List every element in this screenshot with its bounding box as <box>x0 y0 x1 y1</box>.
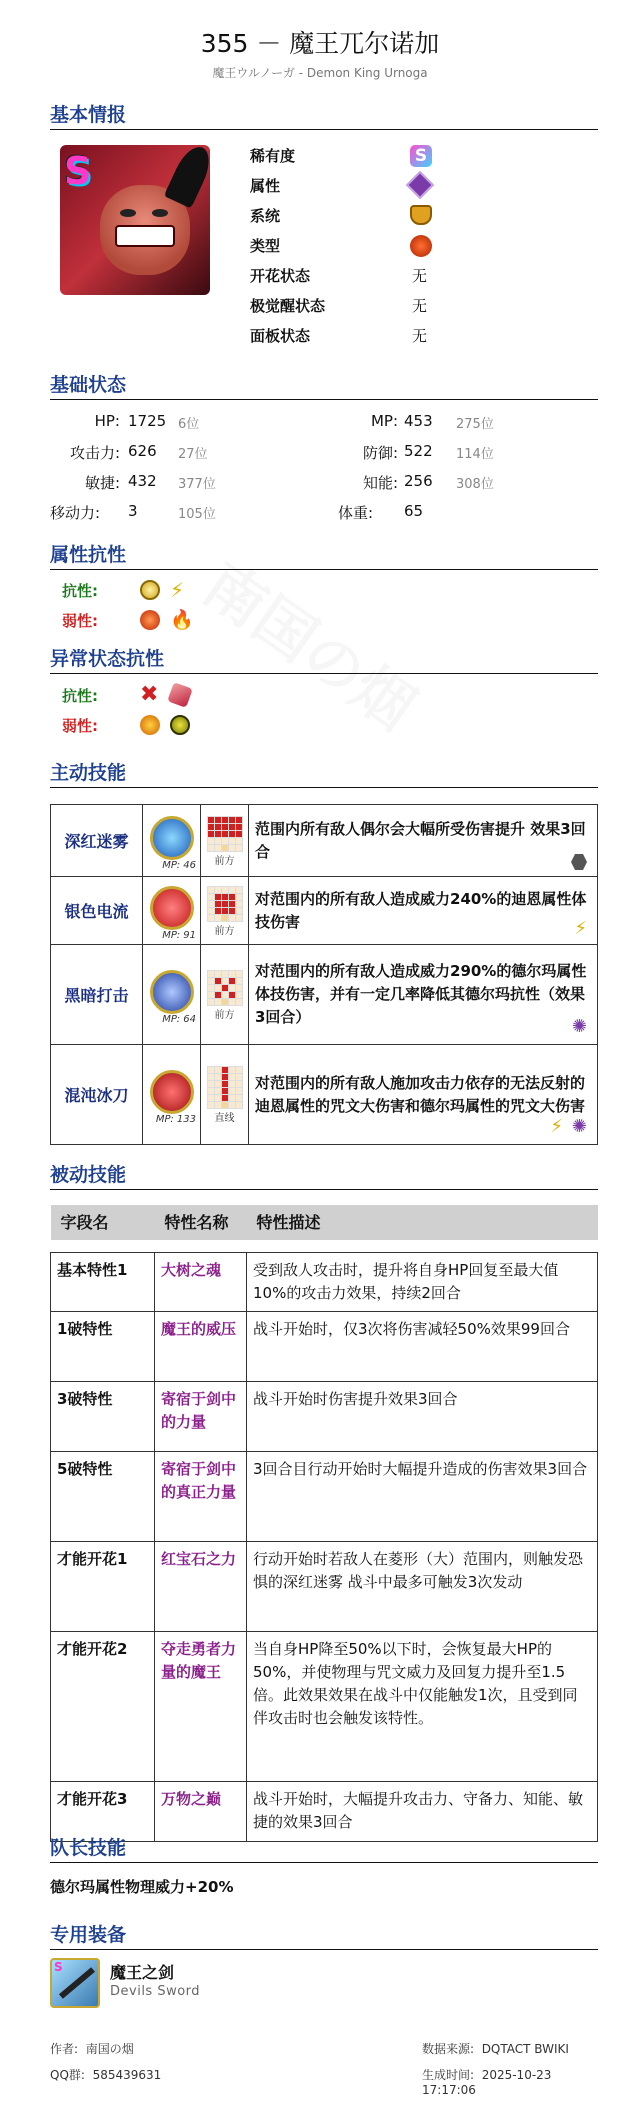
section-status-resist: 异常状态抗性 <box>50 644 598 674</box>
skill-range-cell: 前方 <box>201 877 249 945</box>
footer-qq: QQ群: 585439631 <box>50 2068 162 2082</box>
skill-row <box>51 877 598 945</box>
basic-row-type: 类型 <box>250 235 510 265</box>
skill-icon-cell: MP: 64 <box>143 945 201 1045</box>
table-row: 基本特性1 大树之魂 受到敌人攻击时，提升将自身HP回复至最大值10%的攻击力效果，持续2回合 <box>51 1252 598 1311</box>
devils-sword-icon: S <box>50 1958 100 2008</box>
skill-name: 黑暗打击 <box>51 945 143 1045</box>
skill-icon-cell: MP: 46 <box>143 805 201 877</box>
active-skills-table <box>50 804 598 1145</box>
range-grid-icon <box>207 816 243 852</box>
cross-status-icon: ✖ <box>140 682 159 707</box>
skill-range-cell: 前方 <box>201 945 249 1045</box>
attack-type-icon <box>410 235 432 257</box>
burn-status-icon <box>140 715 160 735</box>
skill-name: 银色电流 <box>51 877 143 945</box>
skill-description: 范围内所有敌人偶尔会大幅所受伤害提升 效果3回合 <box>249 805 598 877</box>
equipment-name: 魔王之剑 <box>110 1963 175 1982</box>
section-basic: 基本情报 <box>50 100 598 130</box>
confuse-status-icon <box>167 682 193 708</box>
page <box>42 0 598 2105</box>
flame-element-icon: 🔥 <box>170 609 194 631</box>
footer-time: 生成时间: 2025-10-23 17:17:06 <box>422 2068 552 2097</box>
light-element-icon <box>140 580 160 600</box>
basic-row-attribute: 属性 <box>250 175 510 205</box>
dark-attribute-icon <box>406 171 434 199</box>
range-grid-icon <box>207 1066 243 1109</box>
range-grid-icon <box>207 886 243 922</box>
demon-family-icon <box>410 205 432 225</box>
basic-info-list <box>250 145 510 355</box>
rank-s-badge: S <box>64 149 92 193</box>
lightning-element-icon: ⚡ <box>170 578 185 602</box>
table-row: 1破特性 魔王的威压 战斗开始时，仅3次将伤害减轻50%效果99回合 <box>51 1311 598 1381</box>
portrait <box>60 145 210 295</box>
element-resist-block: 抗性: ⚡ 弱性: 🔥 <box>62 578 194 631</box>
table-row: 3破特性 寄宿于剑中的力量 战斗开始时伤害提升效果3回合 <box>51 1381 598 1451</box>
neutral-element-icon <box>571 854 587 870</box>
basic-row-bloom: 开花状态 无 <box>250 267 428 285</box>
skill-description: 对范围内的所有敌人造成威力290%的德尔玛属性体技伤害，并有一定几率降低其德尔玛抗性（效果3回合） ✺ <box>249 945 598 1045</box>
stats-grid: HP: 1725 6位 MP: 453 275位 攻击力: 626 27位 防御: 522 114位 敏捷: 432 377位 知能: 256 308位 移动力: 3 105位 体重: 65 <box>50 412 494 522</box>
leader-skill-text: 德尔玛属性物理威力+20% <box>50 1878 234 1896</box>
section-element-resist: 属性抗性 <box>50 540 598 570</box>
skill-row <box>51 945 598 1045</box>
basic-row-awaken: 极觉醒状态 无 <box>250 297 428 315</box>
basic-row-panel: 面板状态 无 <box>250 327 428 345</box>
table-row: 才能开花3 万物之巅 战斗开始时，大幅提升攻击力、守备力、知能、敏捷的效果3回合 <box>51 1781 598 1841</box>
equipment-name-en: Devils Sword <box>110 1984 201 1999</box>
basic-row-family: 系统 <box>250 205 510 235</box>
poison-status-icon <box>170 715 190 735</box>
range-grid-icon <box>207 970 243 1006</box>
skill-icon-cell: MP: 133 <box>143 1045 201 1145</box>
table-header: 字段名 特性名称 特性描述 <box>51 1205 598 1240</box>
section-stats: 基础状态 <box>50 370 598 400</box>
skill-row <box>51 1045 598 1145</box>
passive-skills-table <box>50 1205 598 1842</box>
dark-strike-skill-icon <box>150 970 194 1014</box>
skill-name: 深红迷雾 <box>51 805 143 877</box>
skill-range-cell: 直线 <box>201 1045 249 1145</box>
section-active-skills: 主动技能 <box>50 758 598 788</box>
footer-source: 数据来源: DQTACT BWIKI <box>422 2042 569 2056</box>
basic-row-rarity: 稀有度 S <box>250 145 510 175</box>
section-leader-skill: 队长技能 <box>50 1833 598 1863</box>
page-subtitle: 魔王ウルノーガ - Demon King Urnoga <box>212 66 428 80</box>
skill-icon-cell: MP: 91 <box>143 877 201 945</box>
dark-element-icon: ✺ <box>571 1116 587 1137</box>
status-resist-block: 抗性: ✖ 弱性: <box>60 685 260 745</box>
table-row: 5破特性 寄宿于剑中的真正力量 3回合目行动开始时大幅提升造成的伤害效果3回合 <box>51 1451 598 1541</box>
table-row: 才能开花1 红宝石之力 行动开始时若敌人在菱形（大）范围内，则触发恐惧的深红迷雾 战斗中最多可触发3次发动 <box>51 1541 598 1631</box>
skill-range-cell: 前方 <box>201 805 249 877</box>
skill-description: 对范围内的所有敌人施加攻击力依存的无法反射的迪恩属性的咒文大伤害和德尔玛属性的咒文大伤害 ⚡ ✺ <box>249 1045 598 1145</box>
silver-current-skill-icon <box>150 886 194 930</box>
section-equipment: 专用装备 <box>50 1920 598 1950</box>
crimson-mist-skill-icon <box>150 816 194 860</box>
lightning-element-icon: ⚡ <box>574 918 587 939</box>
lightning-element-icon: ⚡ <box>550 1116 563 1137</box>
dark-element-icon: ✺ <box>571 1016 587 1037</box>
page-title: 355 － 魔王兀尔诺加 <box>200 29 440 58</box>
rank-s-icon: S <box>410 145 432 167</box>
table-row: 才能开花2 夺走勇者力量的魔王 当自身HP降至50%以下时，会恢复最大HP的50%，并使物理与咒文威力及回复力提升至1.5倍。此效果效果在战斗中仅能触发1次，且受到同伴攻击时也会触发该特性。 <box>51 1631 598 1781</box>
skill-row <box>51 805 598 877</box>
chaos-blade-skill-icon <box>150 1070 194 1114</box>
section-passive-skills: 被动技能 <box>50 1160 598 1190</box>
footer-author: 作者: 南国の烟 <box>50 2042 134 2056</box>
fire-element-icon <box>140 610 160 630</box>
skill-description: 对范围内的所有敌人造成威力240%的迪恩属性体技伤害 ⚡ <box>249 877 598 945</box>
skill-name: 混沌冰刀 <box>51 1045 143 1145</box>
